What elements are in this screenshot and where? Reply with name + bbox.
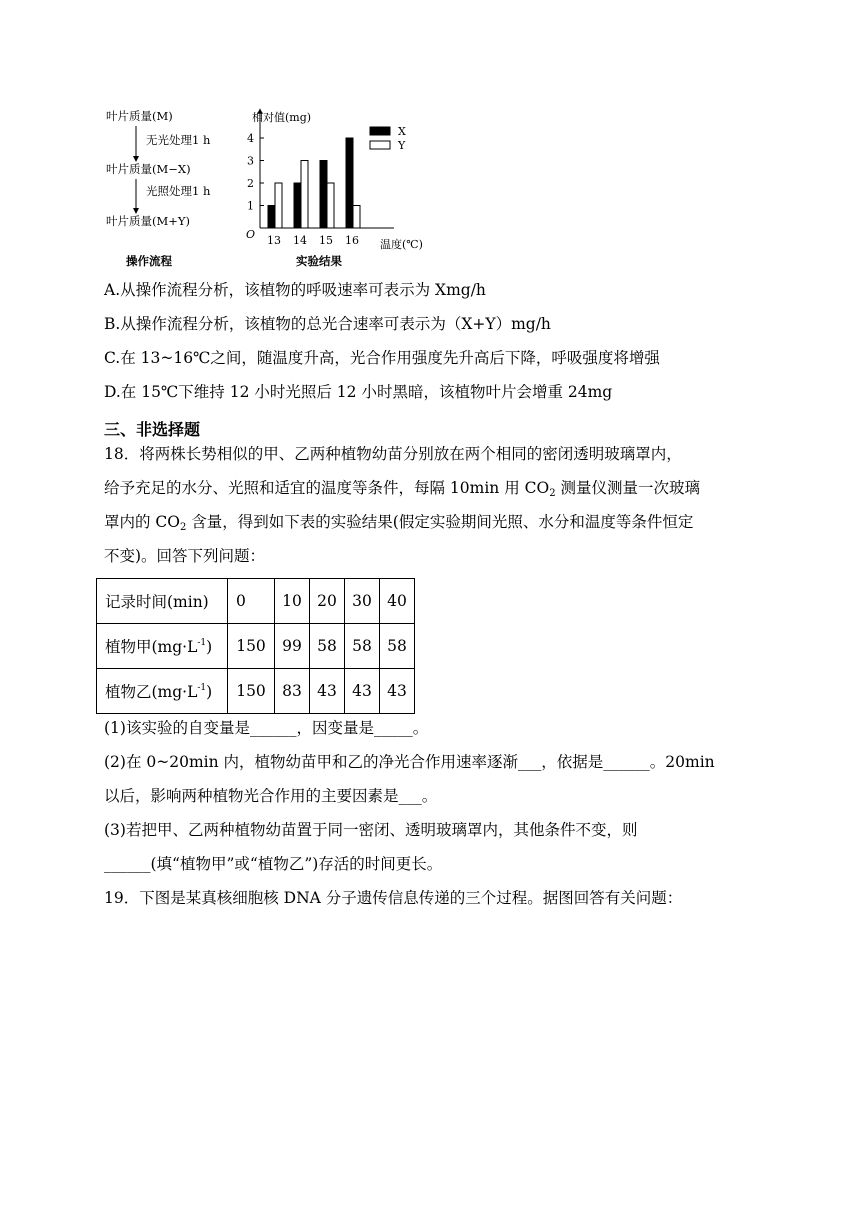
q18-line-1: 18．将两株长势相似的甲、乙两种植物幼苗分别放在两个相同的密闭透明玻璃罩内，	[104, 445, 682, 463]
origin-label: O	[246, 228, 256, 241]
table-cell: 43	[345, 669, 380, 714]
flow-arrow-label-2: 光照处理1 h	[146, 184, 211, 198]
table-cell: 99	[275, 624, 310, 669]
table-cell: 83	[275, 669, 310, 714]
y-tick-label: 2	[247, 177, 254, 190]
q18-sub-2-line-2: 以后，影响两种植物光合作用的主要因素是___。	[104, 787, 438, 805]
table-cell: 43	[310, 669, 345, 714]
q18-line-3: 罩内的 $CO_2$ 含量，得到如下表的实验结果(假定实验期间光照、水分和温度等条件恒定	[104, 513, 694, 533]
table-cell: 30	[345, 579, 380, 624]
q18-line-4: 不变)。回答下列问题：	[104, 547, 266, 565]
table-header-label: 记录时间(min)	[97, 579, 228, 624]
y-tick-label: 1	[247, 199, 254, 213]
section-heading: 三、非选择题	[104, 420, 201, 439]
y-tick-label: 3	[247, 154, 254, 168]
table-cell: 0	[228, 579, 275, 624]
flow-step-3: 叶片质量(M+Y)	[106, 214, 190, 228]
x-axis-label: 温度(℃)	[380, 238, 423, 251]
q18-sub-1: (1)该实验的自变量是______，因变量是_____。	[104, 719, 429, 737]
bar-x	[320, 161, 327, 229]
legend-swatch-x	[370, 127, 390, 135]
y-tick-label: 4	[247, 132, 254, 145]
legend-swatch-y	[370, 141, 390, 149]
flow-caption: 操作流程	[126, 254, 172, 268]
table-row	[97, 579, 415, 624]
flow-step-2: 叶片质量(M−X)	[106, 162, 191, 176]
table-cell: 43	[380, 669, 415, 714]
flow-arrow-label-1: 无光处理1 h	[146, 133, 211, 147]
q18-sub-3-line-2: ______(填“植物甲”或“植物乙”)存活的时间更长。	[104, 855, 443, 873]
bar-y	[275, 183, 282, 228]
chart-caption: 实验结果	[296, 254, 342, 268]
x-tick-label: 13	[267, 234, 281, 247]
x-tick-label: 14	[293, 234, 307, 247]
bar-x	[346, 138, 353, 228]
table-cell: 20	[310, 579, 345, 624]
option-b: B.从操作流程分析，该植物的总光合速率可表示为（X+Y）mg/h	[104, 315, 551, 333]
bar-x	[268, 206, 275, 229]
bar-x	[294, 183, 301, 228]
co2-table	[96, 578, 415, 714]
row-label-plant-yi: 植物乙$(mg\cdot L^{-1})$	[97, 669, 228, 714]
table-cell: 58	[345, 624, 380, 669]
row-label-plant-jia: 植物甲$(mg\cdot L^{-1})$	[97, 624, 228, 669]
bar-chart	[96, 96, 476, 276]
figure	[96, 96, 476, 276]
x-tick-label: 15	[319, 234, 333, 247]
table-cell: 58	[310, 624, 345, 669]
table-cell: 10	[275, 579, 310, 624]
bar-y	[301, 161, 308, 229]
y-axis-label: 相对值(mg)	[252, 110, 312, 124]
q18-sub-2-line-1: (2)在 0~20min 内，植物幼苗甲和乙的净光合作用速率逐渐___，依据是______。20min	[104, 753, 715, 771]
option-d: D.在 15℃下维持 12 小时光照后 12 小时黑暗，该植物叶片会增重 24mg	[104, 383, 613, 401]
q18-line-2: 给予充足的水分、光照和适宜的温度等条件，每隔 10min 用 $CO_2$ 测量仪测量一次玻璃	[104, 479, 701, 499]
q18-sub-3-line-1: (3)若把甲、乙两种植物幼苗置于同一密闭、透明玻璃罩内，其他条件不变，则	[104, 821, 638, 839]
legend-label-x: X	[398, 125, 406, 138]
table-cell: 150	[228, 669, 275, 714]
table-cell: 40	[380, 579, 415, 624]
q19-line-1: 19．下图是某真核细胞核 DNA 分子遗传信息传递的三个过程。据图回答有关问题：	[104, 889, 683, 907]
option-c: C.在 13~16℃之间，随温度升高，光合作用强度先升高后下降，呼吸强度将增强	[104, 349, 660, 367]
table-cell: 150	[228, 624, 275, 669]
bar-y	[353, 206, 360, 229]
table-row	[97, 624, 415, 669]
bar-y	[327, 183, 334, 228]
table-row	[97, 669, 415, 714]
legend-label-y: Y	[398, 139, 406, 152]
x-tick-label: 16	[345, 234, 359, 247]
table-cell: 58	[380, 624, 415, 669]
option-a: A.从操作流程分析，该植物的呼吸速率可表示为 Xmg/h	[104, 281, 486, 299]
flow-step-1: 叶片质量(M)	[106, 109, 173, 123]
